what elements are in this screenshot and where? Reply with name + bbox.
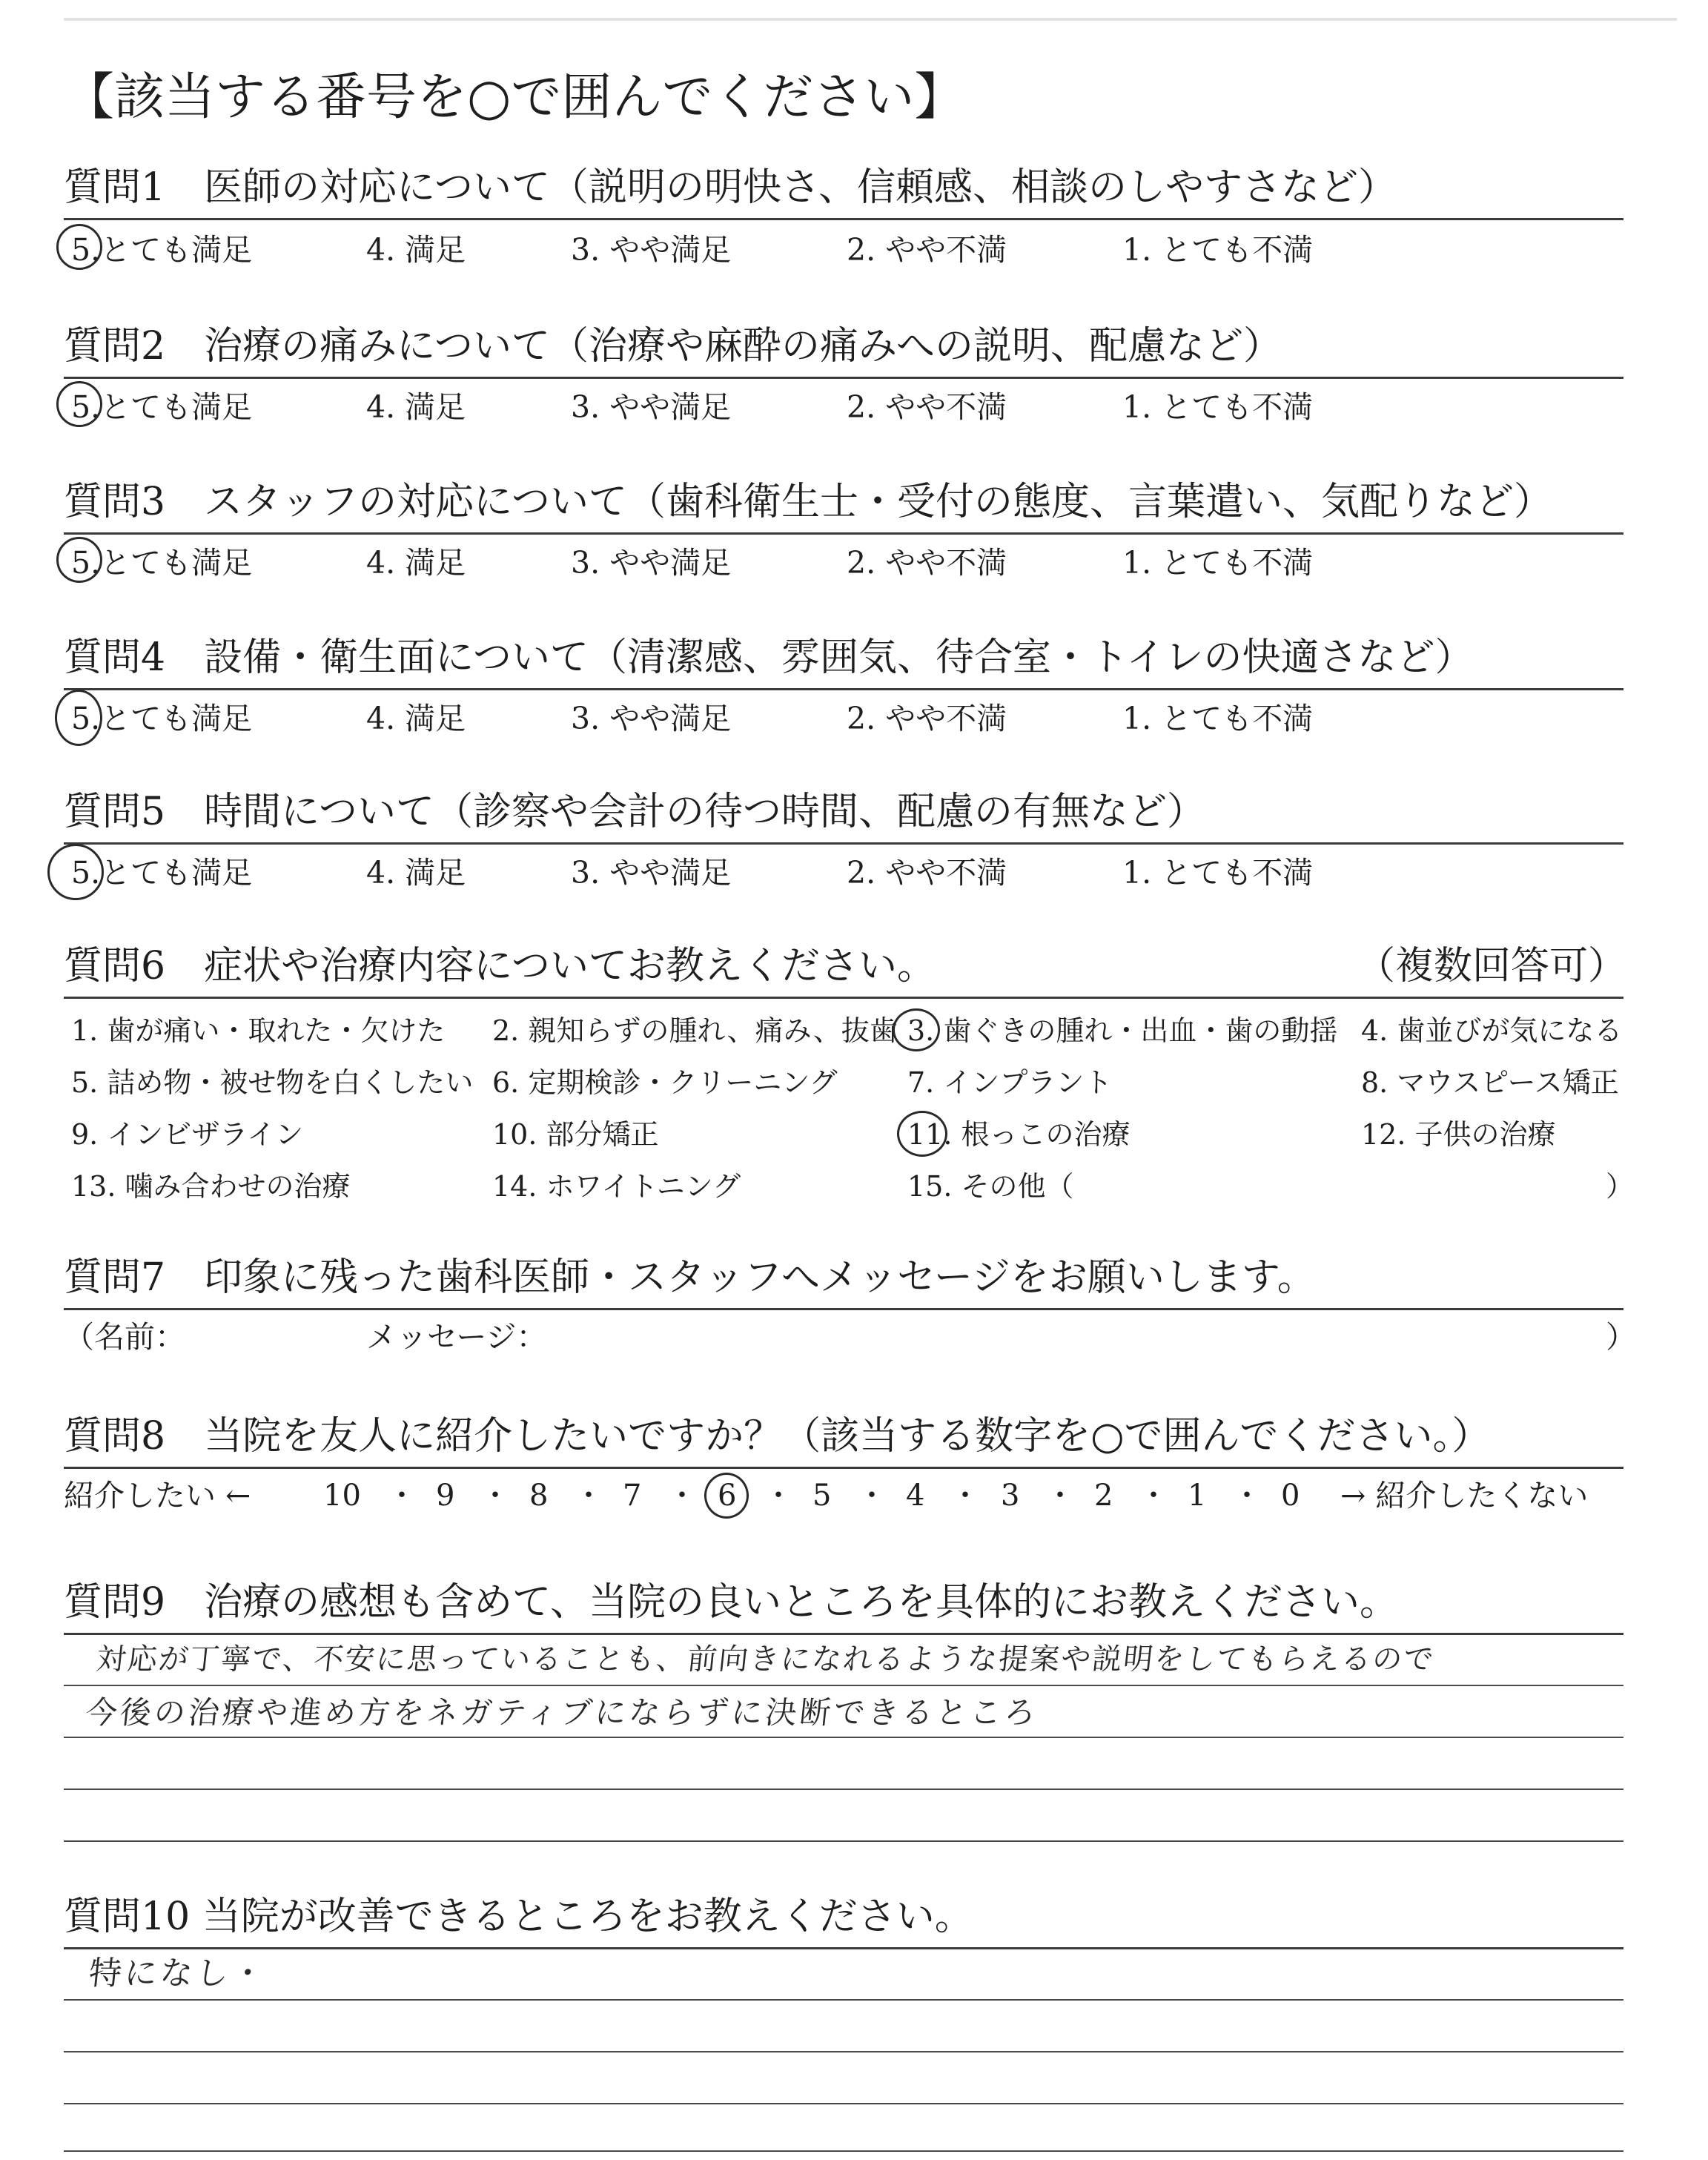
q6-rule xyxy=(64,997,1623,999)
q7-title: 質問7 印象に残った歯科医師・スタッフへメッセージをお願いします。 xyxy=(64,1255,1316,1300)
q2-selection-circle xyxy=(56,381,102,427)
q8-scale-5[interactable]: 5 xyxy=(812,1479,832,1513)
q7-close-paren: ） xyxy=(1606,1319,1636,1355)
q1-selection-circle xyxy=(56,224,102,270)
q2-option-5[interactable]: 5.とても満足 xyxy=(71,389,253,425)
q6-item-15[interactable]: 15. その他（ xyxy=(907,1170,1074,1203)
q1-option-1[interactable]: 1. とても不満 xyxy=(1122,232,1314,268)
q5-selection-circle xyxy=(47,844,104,900)
q4-option-5[interactable]: 5.とても満足 xyxy=(71,701,253,736)
q4-title: 質問4 設備・衛生面について（清潔感、雰囲気、待合室・トイレの快適さなど） xyxy=(64,635,1474,680)
q4-selection-circle xyxy=(55,690,102,746)
q9-answer-line xyxy=(64,1737,1623,1738)
q6-item-1[interactable]: 1. 歯が痛い・取れた・欠けた xyxy=(71,1014,446,1047)
q6-item-8[interactable]: 8. マウスピース矯正 xyxy=(1361,1066,1619,1099)
q8-scale-8[interactable]: 8 xyxy=(529,1479,549,1513)
q9-rule xyxy=(64,1633,1623,1635)
q5-option-5[interactable]: 5.とても満足 xyxy=(71,855,253,891)
q6-item-6[interactable]: 6. 定期検診・クリーニング xyxy=(492,1066,838,1099)
q8-separator: ・ xyxy=(480,1479,510,1513)
q4-option-2[interactable]: 2. やや不満 xyxy=(847,701,1007,736)
q3-rule xyxy=(64,532,1623,535)
q2-option-2[interactable]: 2. やや不満 xyxy=(847,389,1007,425)
q10-answer-line-1: 特になし・ xyxy=(87,1955,269,1992)
q8-scale-3[interactable]: 3 xyxy=(1001,1479,1020,1513)
q10-answer-line xyxy=(64,2051,1623,2052)
q8-scale-9[interactable]: 9 xyxy=(436,1479,455,1513)
q5-rule xyxy=(64,842,1623,845)
q8-scale-6[interactable]: 6 xyxy=(718,1479,737,1513)
q5-option-3[interactable]: 3. やや満足 xyxy=(571,855,732,891)
q8-scale-10[interactable]: 10 xyxy=(323,1479,361,1513)
q1-option-4[interactable]: 4. 満足 xyxy=(366,232,466,268)
q8-title: 質問8 当院を友人に紹介したいですか？（該当する数字を○で囲んでください。） xyxy=(64,1414,1491,1459)
q6-item-11[interactable]: 11. 根っこの治療 xyxy=(907,1118,1131,1151)
q10-answer-line xyxy=(64,2103,1623,2104)
q2-option-4[interactable]: 4. 満足 xyxy=(366,389,466,425)
q7-rule xyxy=(64,1308,1623,1310)
q3-option-5[interactable]: 5.とても満足 xyxy=(71,545,253,581)
q8-separator: ・ xyxy=(1139,1479,1168,1513)
q9-answer-line xyxy=(64,1789,1623,1790)
q7-message-label: メッセージ： xyxy=(366,1319,547,1355)
q4-option-4[interactable]: 4. 満足 xyxy=(366,701,466,736)
q9-answer-line-1: 対応が丁寧で、不安に思っていることも、前向きになれるような提案や説明をしてもらえるので xyxy=(94,1642,1437,1677)
q6-item-3[interactable]: 3. 歯ぐきの腫れ・出血・歯の動揺 xyxy=(907,1014,1338,1047)
q8-scale-7[interactable]: 7 xyxy=(623,1479,642,1513)
q8-separator: ・ xyxy=(857,1479,887,1513)
q6-item-3-circle xyxy=(893,1008,940,1051)
scan-top-edge xyxy=(64,18,1677,21)
q3-option-2[interactable]: 2. やや不満 xyxy=(847,545,1007,581)
q4-rule xyxy=(64,688,1623,690)
q8-separator: ・ xyxy=(764,1479,793,1513)
q3-selection-circle xyxy=(56,537,102,583)
q6-note: （複数回答可） xyxy=(1357,944,1627,988)
q5-title: 質問5 時間について（診察や会計の待つ時間、配慮の有無など） xyxy=(64,790,1206,834)
q2-rule xyxy=(64,377,1623,379)
q6-item-9[interactable]: 9. インビザライン xyxy=(71,1118,304,1151)
q3-title: 質問3 スタッフの対応について（歯科衛生士・受付の態度、言葉遣い、気配りなど） xyxy=(64,480,1553,524)
q9-answer-line xyxy=(64,1840,1623,1842)
q6-item-7[interactable]: 7. インプラント xyxy=(907,1066,1113,1099)
q8-selection-circle xyxy=(704,1473,749,1519)
q8-separator: ・ xyxy=(667,1479,697,1513)
q10-answer-line xyxy=(64,1999,1623,2001)
q3-option-4[interactable]: 4. 満足 xyxy=(366,545,466,581)
q8-separator: ・ xyxy=(574,1479,603,1513)
q3-option-1[interactable]: 1. とても不満 xyxy=(1122,545,1314,581)
q2-title: 質問2 治療の痛みについて（治療や麻酔の痛みへの説明、配慮など） xyxy=(64,324,1282,369)
q9-answer-line-2: 今後の治療や進め方をネガティブにならずに決断できるところ xyxy=(84,1694,1041,1731)
q6-item-5[interactable]: 5. 詰め物・被せ物を白くしたい xyxy=(71,1066,474,1099)
q5-option-1[interactable]: 1. とても不満 xyxy=(1122,855,1314,891)
q1-rule xyxy=(64,218,1623,220)
q6-item-10[interactable]: 10. 部分矯正 xyxy=(492,1118,659,1151)
q10-title: 質問10 当院が改善できるところをお教えください。 xyxy=(64,1895,973,1939)
q10-answer-line xyxy=(64,2150,1623,2152)
q2-option-3[interactable]: 3. やや満足 xyxy=(571,389,732,425)
q10-rule xyxy=(64,1947,1623,1949)
q8-rule xyxy=(64,1467,1623,1469)
q6-item-12[interactable]: 12. 子供の治療 xyxy=(1361,1118,1556,1151)
q6-item-4[interactable]: 4. 歯並びが気になる xyxy=(1361,1014,1623,1047)
q1-option-2[interactable]: 2. やや不満 xyxy=(847,232,1007,268)
q2-option-1[interactable]: 1. とても不満 xyxy=(1122,389,1314,425)
q8-separator: ・ xyxy=(1232,1479,1262,1513)
q5-option-4[interactable]: 4. 満足 xyxy=(366,855,466,891)
q8-separator: ・ xyxy=(1045,1479,1075,1513)
q6-item-11-circle xyxy=(897,1111,947,1157)
q8-scale-2[interactable]: 2 xyxy=(1094,1479,1113,1513)
q3-option-3[interactable]: 3. やや満足 xyxy=(571,545,732,581)
q1-option-5[interactable]: 5.とても満足 xyxy=(71,232,253,268)
q8-scale-4[interactable]: 4 xyxy=(906,1479,925,1513)
q6-item-13[interactable]: 13. 噛み合わせの治療 xyxy=(71,1170,351,1203)
q8-separator: ・ xyxy=(387,1479,417,1513)
q9-title: 質問9 治療の感想も含めて、当院の良いところを具体的にお教えください。 xyxy=(64,1580,1399,1625)
q1-option-3[interactable]: 3. やや満足 xyxy=(571,232,732,268)
q8-separator: ・ xyxy=(950,1479,980,1513)
q6-item-15-close: ） xyxy=(1606,1170,1635,1203)
q6-title: 質問6 症状や治療内容についてお教えください。 xyxy=(64,944,936,988)
q6-item-14[interactable]: 14. ホワイトニング xyxy=(492,1170,741,1203)
q4-option-3[interactable]: 3. やや満足 xyxy=(571,701,732,736)
q8-right-label: → 紹介したくない xyxy=(1340,1478,1589,1513)
q8-scale-0[interactable]: 0 xyxy=(1281,1479,1300,1513)
q1-title: 質問1 医師の対応について（説明の明快さ、信頼感、相談のしやすさなど） xyxy=(64,165,1397,210)
q8-left-label: 紹介したい ← xyxy=(64,1478,251,1513)
q6-item-2[interactable]: 2. 親知らずの腫れ、痛み、抜歯 xyxy=(492,1014,898,1047)
q9-answer-line xyxy=(64,1685,1623,1686)
q5-option-2[interactable]: 2. やや不満 xyxy=(847,855,1007,891)
page-title: 【該当する番号を○で囲んでください】 xyxy=(64,68,965,127)
q4-option-1[interactable]: 1. とても不満 xyxy=(1122,701,1314,736)
q7-name-label: （名前： xyxy=(64,1319,185,1355)
q8-scale-1[interactable]: 1 xyxy=(1188,1479,1207,1513)
